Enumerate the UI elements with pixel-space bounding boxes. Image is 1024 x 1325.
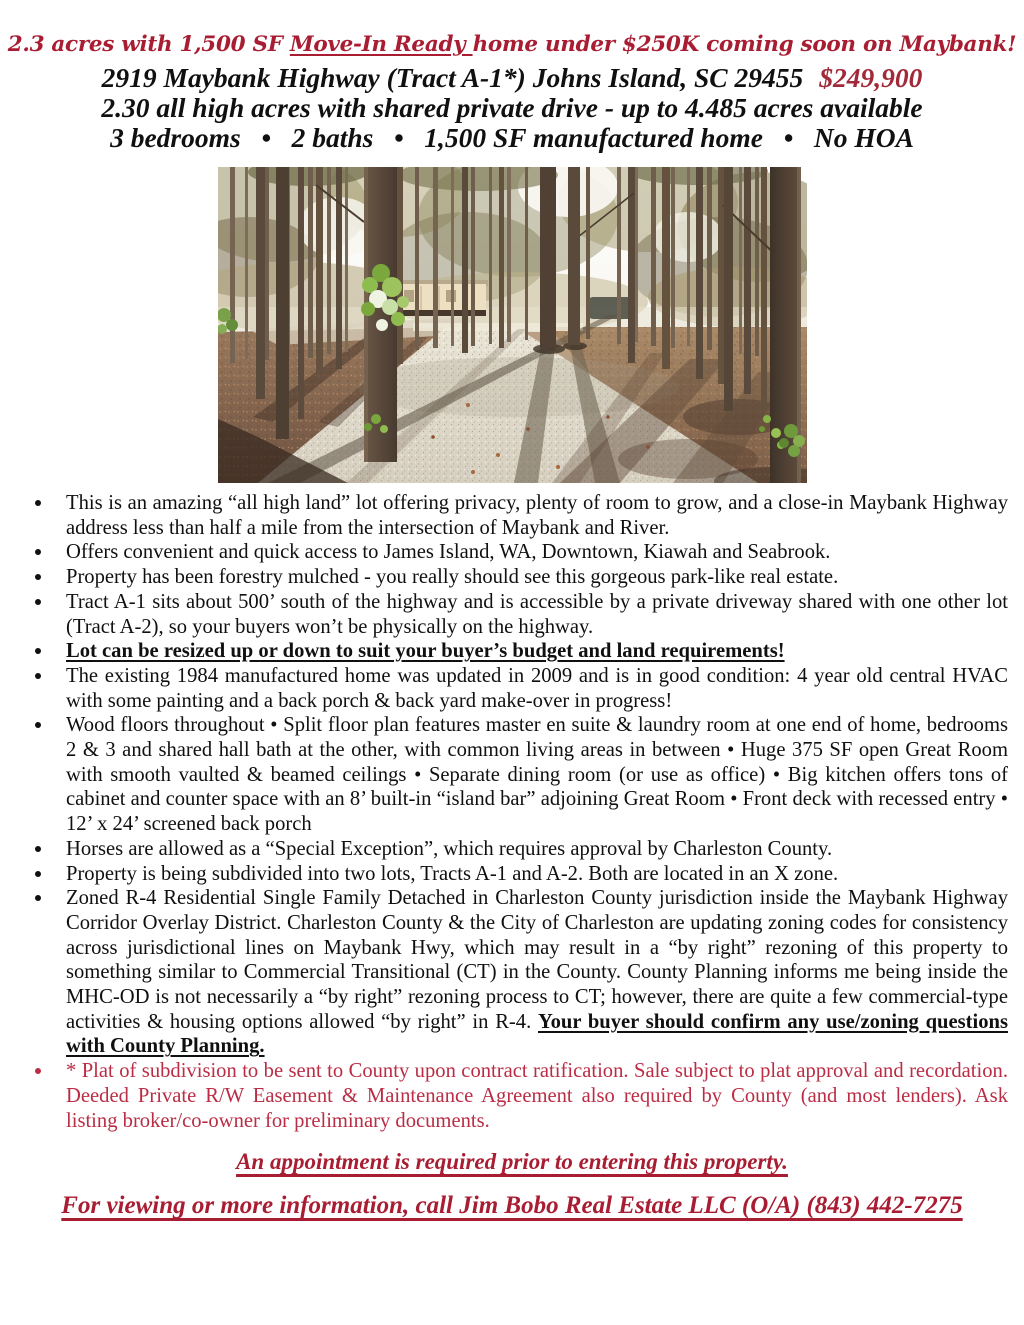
list-item: Property is being subdivided into two lots, Tracts A-1 and A-2. Both are located in an X zone. <box>66 862 1008 887</box>
property-address: 2919 Maybank Highway (Tract A-1*) Johns Island, SC 29455 <box>101 62 804 93</box>
headline-prefix: 2.3 acres with 1,500 SF <box>7 32 290 57</box>
list-item: Property has been forestry mulched - you really should see this gorgeous park-like real estate. <box>66 565 1008 590</box>
list-item: The existing 1984 manufactured home was updated in 2009 and is in good condition: 4 year old central HVAC with some painting and a back porch & back yard make-over in progress! <box>66 664 1008 712</box>
contact-line <box>0 1192 1024 1220</box>
headline-suffix: home under $250K coming soon on Maybank! <box>472 32 1017 57</box>
headline <box>0 0 1024 57</box>
list-item: * Plat of subdivision to be sent to County upon contract ratification. Sale subject to plat approval and recordation. Deeded Private R/W Easement & Maintenance Agreement also required by County (and most lenders). Ask listing broker/co-owner for preliminary documents. <box>66 1060 1008 1132</box>
headline-underlined: Move-In Ready <box>289 32 473 57</box>
list-item: Tract A-1 sits about 500’ south of the highway and is accessible by a private driveway shared with one other lot (Tract A-2), so your buyers won’t be physically on the highway. <box>66 590 1008 638</box>
list-item: Horses are allowed as a “Special Exception”, which requires approval by Charleston County. <box>66 837 1008 862</box>
acreage-line: 2.30 all high acres with shared private drive - up to 4.485 acres available <box>101 92 923 123</box>
address-line <box>0 63 1024 93</box>
list-item: Lot can be resized up or down to suit your buyer’s budget and land requirements! <box>66 639 1008 664</box>
wooded-driveway-image <box>218 167 807 483</box>
property-photo <box>218 167 807 483</box>
appointment-notice <box>0 1149 1024 1175</box>
list-item: Offers convenient and quick access to James Island, WA, Downtown, Kiawah and Seabrook. <box>66 540 1008 565</box>
appointment-text: An appointment is required prior to entering this property. <box>236 1149 788 1175</box>
list-item: This is an amazing “all high land” lot offering privacy, plenty of room to grow, and a close-in Maybank Highway address less than half a mile from the intersection of Maybank and River. <box>66 492 1008 539</box>
list-item: Zoned R-4 Residential Single Family Detached in Charleston County jurisdiction inside the Maybank Highway Corridor Overlay District. Charleston County & the City of Charleston are updating zoning codes for consistency across jurisdictional lines on Maybank Hwy, which may result in a “by right” rezoning of this property to something similar to Commercial Transitional (CT) in the County. County Planning informs me being inside the MHC-OD is not necessarily a “by right” rezoning process to CT; however, there are quite a few commercial-type activities & housing options allowed “by right” in R-4. Your buyer should confirm any use/zoning questions with County Planning. <box>66 887 1008 1058</box>
bullet-list <box>0 491 1024 1133</box>
list-item: Wood floors throughout • Split floor plan features master en suite & laundry room at one end of home, bedrooms 2 & 3 and shared hall bath at the other, with common living areas in between • Huge 375 SF open Great Room with smooth vaulted & beamed ceilings • Separate dining room (or use as office) • Big kitchen offers tons of cabinet and counter space with an 8’ built-in “island bar” adjoining Great Room • Front deck with recessed entry • 12’ x 24’ screened back porch <box>66 714 1008 836</box>
specs-line: 3 bedrooms • 2 baths • 1,500 SF manufactured home • No HOA <box>110 122 914 153</box>
contact-text: For viewing or more information, call Jim Bobo Real Estate LLC (O/A) (843) 442-7275 <box>61 1192 963 1220</box>
price: $249,900 <box>819 62 923 93</box>
